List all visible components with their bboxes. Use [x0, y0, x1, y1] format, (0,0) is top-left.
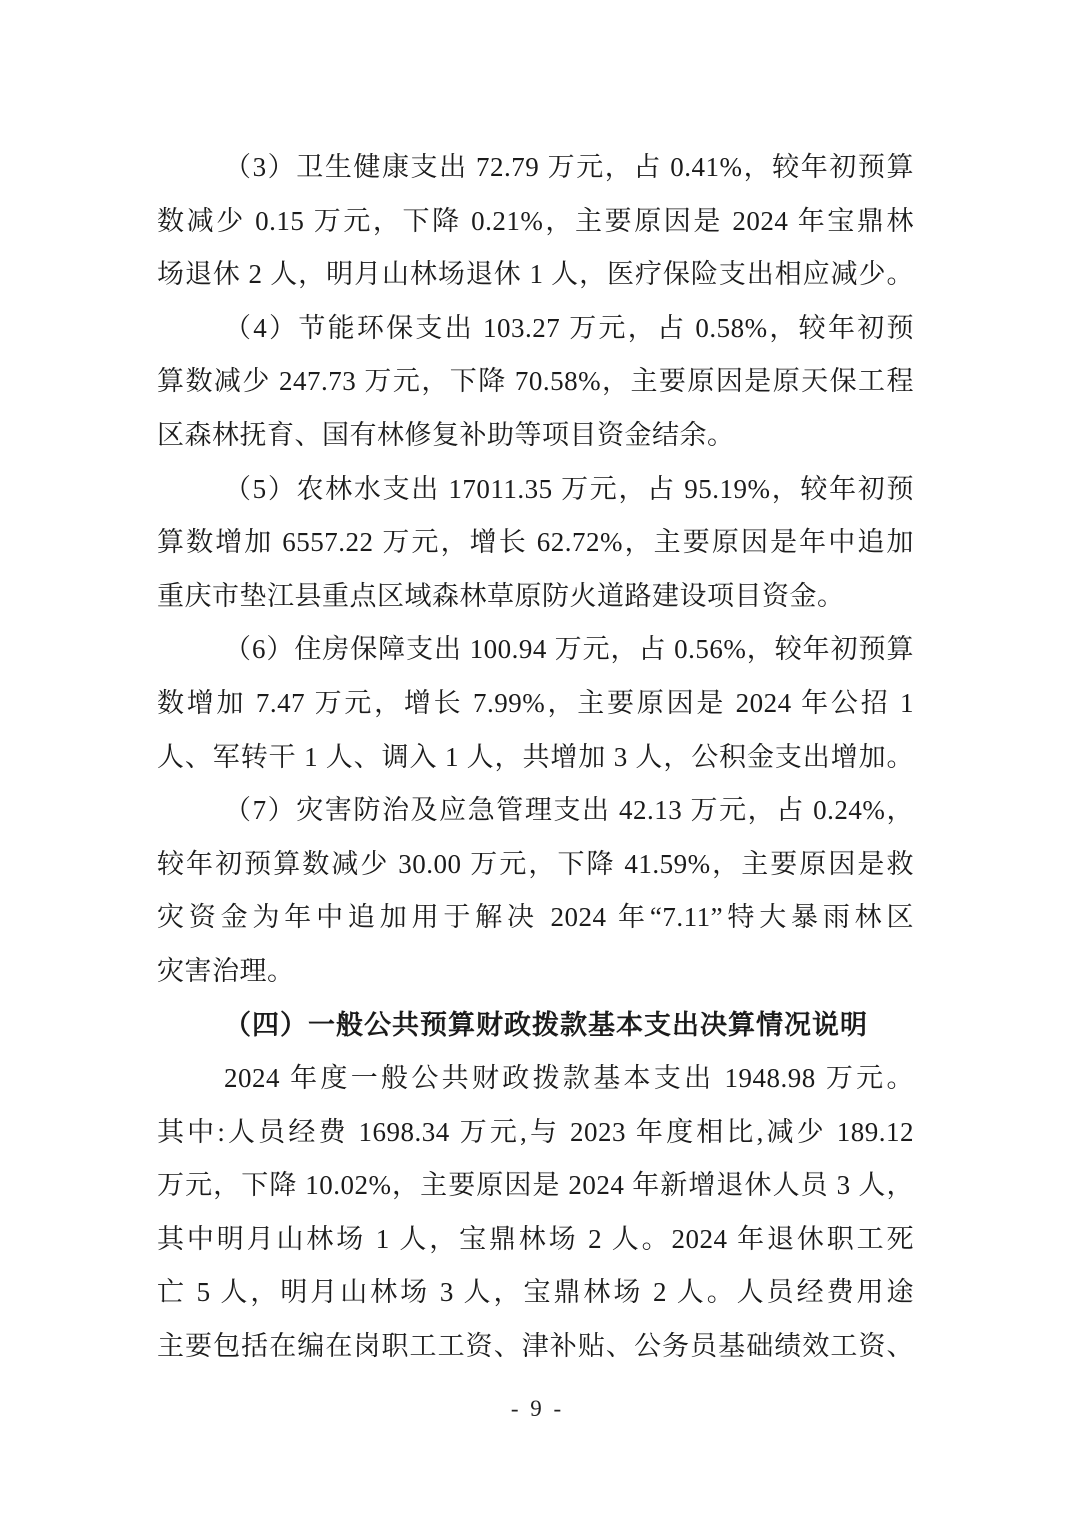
text-line: 灾害治理。 — [157, 955, 295, 986]
text-line: 2024 年度一般公共财政拨款基本支出 1948.98 万元。 — [224, 1063, 914, 1094]
document-body — [157, 141, 914, 1374]
text-line: 较年初预算数减少 30.00 万元，下降 41.59%，主要原因是救 — [157, 848, 914, 879]
text-line: （3）卫生健康支出 72.79 万元，占 0.41%，较年初预算 — [224, 152, 914, 182]
text-line: （6）住房保障支出 100.94 万元，占 0.56%，较年初预算 — [224, 634, 914, 665]
text-line: 亡 5 人，明月山林场 3 人，宝鼎林场 2 人。人员经费用途 — [157, 1277, 914, 1308]
text-line: 灾资金为年中追加用于解决 2024 年“7.11”特大暴雨林区 — [157, 902, 914, 933]
text-line: 其中明月山林场 1 人，宝鼎林场 2 人。2024 年退休职工死 — [157, 1223, 914, 1254]
text-line: （5）农林水支出 17011.35 万元，占 95.19%，较年初预 — [224, 473, 914, 504]
text-line: 区森林抚育、国有林修复补助等项目资金结余。 — [157, 419, 735, 450]
section-heading: （四）一般公共预算财政拨款基本支出决算情况说明 — [224, 1009, 868, 1040]
text-line: （7）灾害防治及应急管理支出 42.13 万元，占 0.24%， — [224, 795, 914, 826]
text-line: 重庆市垫江县重点区域森林草原防火道路建设项目资金。 — [157, 580, 845, 611]
text-line: 人、军转干 1 人、调入 1 人，共增加 3 人，公积金支出增加。 — [157, 741, 914, 772]
text-line: 场退休 2 人，明月山林场退休 1 人，医疗保险支出相应减少。 — [157, 259, 914, 290]
text-line: 算数增加 6557.22 万元，增长 62.72%，主要原因是年中追加 — [157, 527, 914, 558]
text-line: 其中:人员经费 1698.34 万元,与 2023 年度相比,减少 189.12 — [157, 1116, 914, 1147]
text-line: 主要包括在编在岗职工工资、津补贴、公务员基础绩效工资、 — [157, 1331, 914, 1362]
text-line: 数减少 0.15 万元，下降 0.21%，主要原因是 2024 年宝鼎林 — [157, 205, 914, 236]
text-line: 数增加 7.47 万元，增长 7.99%，主要原因是 2024 年公招 1 — [157, 687, 914, 718]
text-line: （4）节能环保支出 103.27 万元，占 0.58%，较年初预 — [224, 312, 914, 343]
text-line: 算数减少 247.73 万元，下降 70.58%，主要原因是原天保工程 — [157, 366, 914, 397]
text-line: 万元，下降 10.02%，主要原因是 2024 年新增退休人员 3 人， — [157, 1170, 914, 1201]
page-number: - 9 - — [510, 1396, 565, 1421]
